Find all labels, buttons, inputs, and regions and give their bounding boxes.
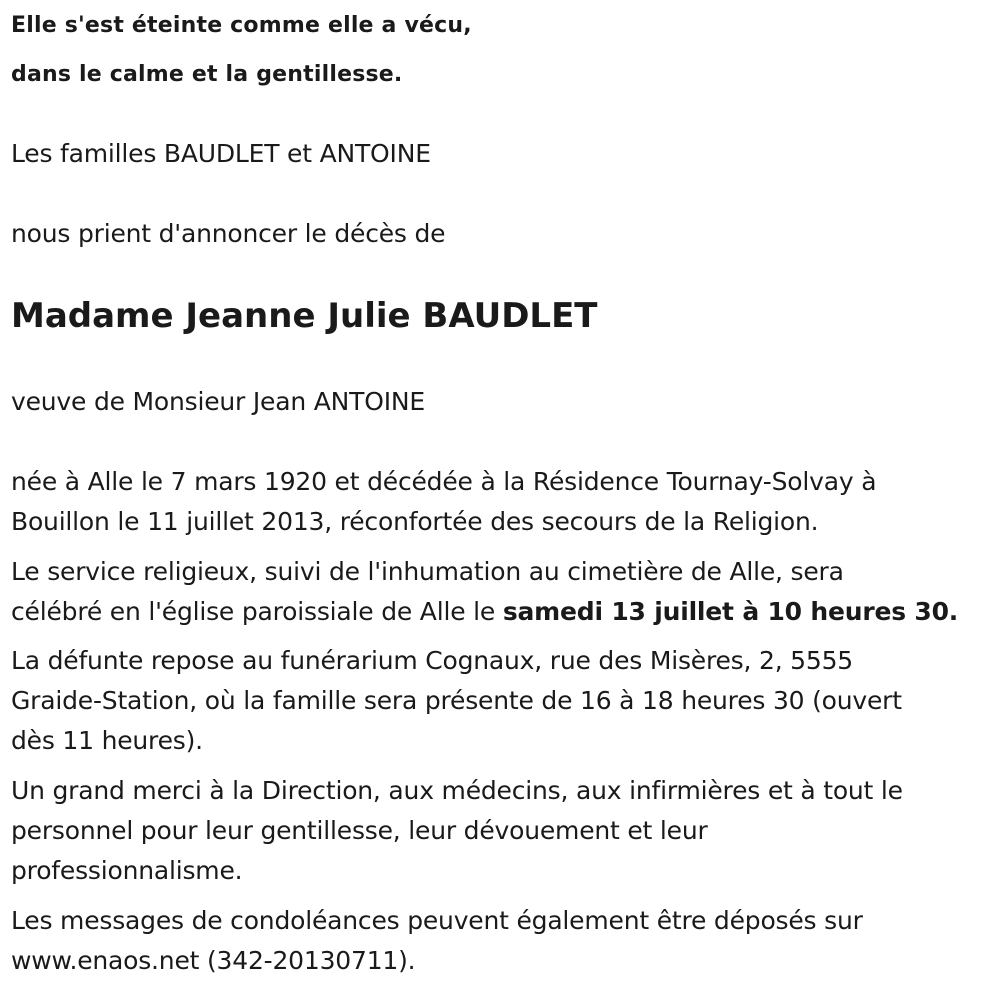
birth-death-line-2: Bouillon le 11 juillet 2013, réconfortée des secours de la Religion. — [11, 507, 819, 536]
messages-line-1: Les messages de condoléances peuvent également être déposés sur — [11, 906, 863, 935]
funerarium-line-3: dès 11 heures). — [11, 726, 203, 755]
service-line-2 — [11, 592, 958, 632]
messages-line-2: www.enaos.net (342-20130711). — [11, 946, 416, 975]
service-date-prefix: célébré en l'église paroissiale de Alle le — [11, 597, 503, 626]
epigraph-line-1: Elle s'est éteinte comme elle a vécu, — [11, 13, 472, 38]
thanks-line-3: professionnalisme. — [11, 856, 243, 885]
thanks-line-1: Un grand merci à la Direction, aux médecins, aux infirmières et à tout le — [11, 776, 903, 805]
families-line: Les familles BAUDLET et ANTOINE — [11, 139, 431, 168]
funerarium-line-1: La défunte repose au funérarium Cognaux, rue des Misères, 2, 5555 — [11, 646, 854, 675]
service-line-1: Le service religieux, suivi de l'inhumation au cimetière de Alle, sera — [11, 557, 844, 586]
birth-death-line-1: née à Alle le 7 mars 1920 et décédée à la Résidence Tournay-Solvay à — [11, 467, 877, 496]
thanks-line-2: personnel pour leur gentillesse, leur dévouement et leur — [11, 816, 708, 845]
service-date-time: samedi 13 juillet à 10 heures 30. — [502, 597, 959, 626]
epigraph-line-2: dans le calme et la gentillesse. — [11, 62, 403, 87]
funerarium-line-2: Graide-Station, où la famille sera présente de 16 à 18 heures 30 (ouvert — [11, 686, 902, 715]
widow-of-line: veuve de Monsieur Jean ANTOINE — [11, 387, 425, 416]
announce-line: nous prient d'annoncer le décès de — [11, 219, 446, 248]
deceased-name: Madame Jeanne Julie BAUDLET — [11, 296, 598, 336]
